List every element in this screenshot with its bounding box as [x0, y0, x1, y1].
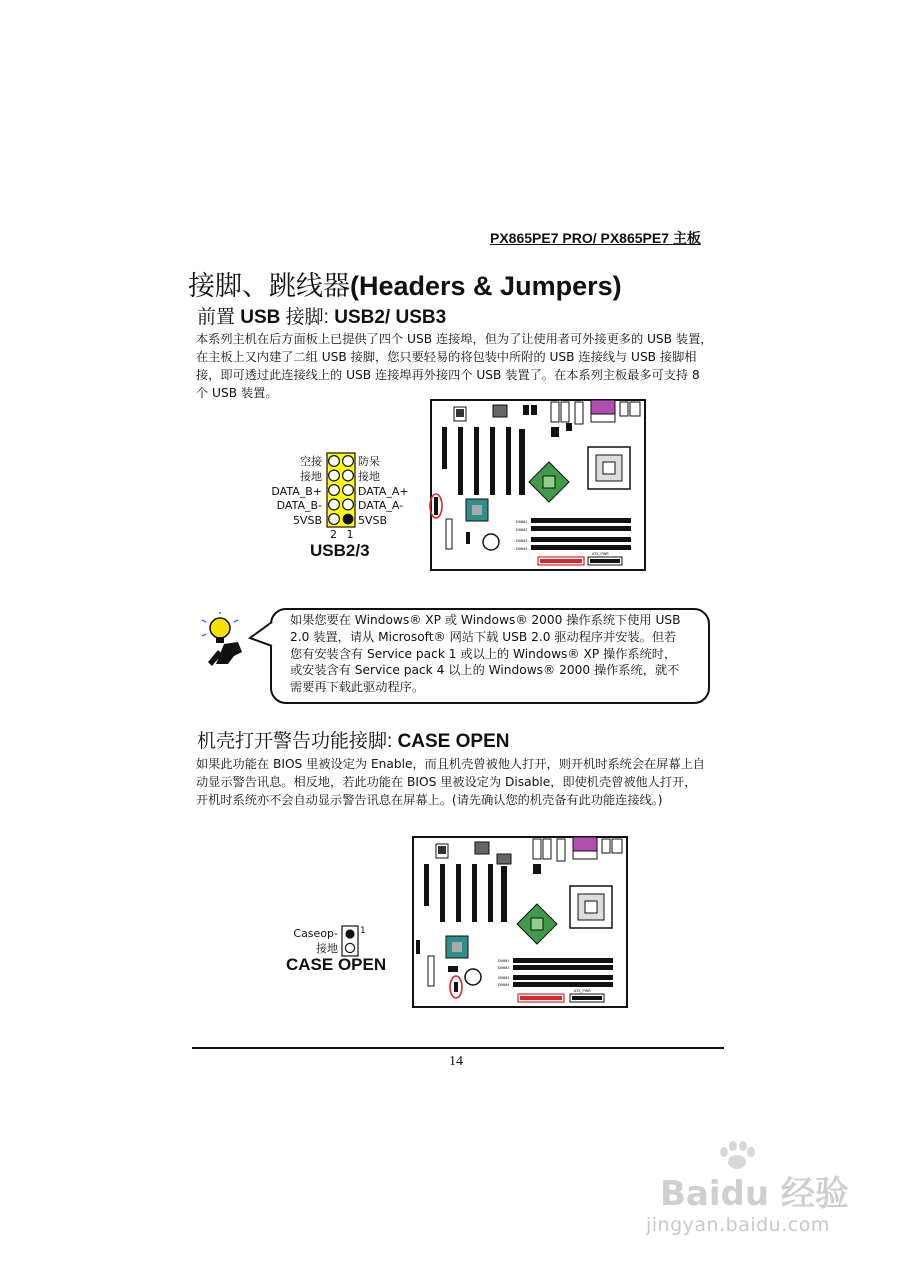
case-open-heading-cn: 机壳打开警告功能接脚: — [197, 731, 398, 752]
case-open-paragraph-line: 动显示警告讯息。相反地，若此功能在 BIOS 里被设定为 Disable，即使机壳曾被他人打开， — [196, 775, 697, 789]
case-open-heading-en: CASE OPEN — [397, 731, 510, 752]
usb-paragraph — [196, 330, 740, 402]
pin-label: 5VSB — [292, 514, 322, 528]
motherboard-diagram-usb — [428, 397, 650, 573]
usb-paragraph-line: 在主板上又内建了二组 USB 接脚，您只要轻易的将包装中所附的 USB 连接线与 USB 接脚相 — [196, 350, 697, 364]
atx-power-label: ATX_PWR — [592, 552, 609, 556]
pin-label: 5VSB — [358, 514, 388, 528]
note-box-pointer — [248, 620, 274, 650]
note-line: 2.0 装置，请从 Microsoft® 网站下载 USB 2.0 驱动程序并安装。但若 — [290, 629, 677, 644]
dimm-label: DIMM1 — [498, 959, 510, 963]
usb-heading-cn2: 接脚: — [280, 307, 335, 328]
pin-label: 接地 — [316, 942, 338, 955]
section-title — [188, 264, 622, 303]
dimm-label: DIMM3 — [516, 539, 528, 543]
pin-label: Caseop- — [293, 927, 338, 940]
case-open-pin-labels — [286, 926, 338, 956]
document-title: PX865PE7 PRO/ PX865PE7 主板 — [490, 230, 701, 246]
usb-header-label: USB2/3 — [310, 541, 370, 560]
usb-pin-header — [326, 452, 356, 528]
case-open-paragraph — [196, 755, 740, 809]
pin-label: 接地 — [358, 469, 380, 483]
note-line: 如果您要在 Windows® XP 或 Windows® 2000 操作系统下使用 USB — [290, 613, 681, 627]
watermark-logo: Baidu 经验 — [660, 1174, 849, 1214]
page-number: 14 — [449, 1054, 463, 1069]
pin-label: DATA_B+ — [271, 484, 322, 498]
dimm-label: DIMM4 — [498, 983, 510, 987]
usb-heading-ports: USB2/ USB3 — [334, 307, 447, 328]
case-open-label: CASE OPEN — [286, 955, 387, 974]
pin-label: 接地 — [300, 469, 322, 483]
usb-paragraph-line: 接，即可透过此连接线上的 USB 连接埠再外接四个 USB 装置了。在本系列主板最多可支持 8 — [196, 368, 700, 382]
note-line: 或安装含有 Service pack 4 以上的 Windows® 2000 操作系统，就不 — [290, 663, 680, 678]
note-line: 需要再下载此驱动程序。 — [290, 680, 425, 695]
footer-rule — [192, 1047, 724, 1049]
case-open-paragraph-line: 开机时系统亦不会自动显示警告讯息在屏幕上。(请先确认您的机壳备有此功能连接线。) — [196, 793, 663, 807]
usb-heading — [197, 302, 446, 329]
usb-paragraph-line: 个 USB 装置。 — [196, 386, 278, 400]
dimm-label: DIMM2 — [516, 528, 528, 532]
usb-pin-numbers: 2 1 — [330, 528, 357, 541]
section-title-en: (Headers & Jumpers) — [350, 271, 622, 301]
dimm-label: DIMM2 — [498, 966, 510, 970]
usb-pin-labels-right — [358, 455, 409, 529]
note-icon — [198, 612, 254, 668]
case-open-pin-header — [341, 925, 359, 957]
pin-label: DATA_A- — [358, 499, 404, 513]
dimm-label: DIMM3 — [498, 976, 510, 980]
watermark-url: jingyan.baidu.com — [646, 1214, 830, 1236]
motherboard-diagram-case-open — [410, 834, 632, 1010]
pin-label: DATA_B- — [276, 499, 322, 513]
usb-pin-labels-left — [262, 455, 322, 529]
note-text — [290, 612, 694, 696]
atx-power-label: ATX_PWR — [574, 989, 591, 993]
case-open-heading — [197, 726, 509, 753]
usb-heading-cn: 前置 — [197, 307, 241, 328]
case-open-pin-number: 1 — [360, 926, 366, 936]
pin-label: DATA_A+ — [358, 484, 409, 498]
pin-label: 防呆 — [358, 455, 380, 468]
case-open-paragraph-line: 如果此功能在 BIOS 里被设定为 Enable，而且机壳曾被他人打开，则开机时系统会在屏幕上自 — [196, 757, 705, 771]
dimm-label: DIMM4 — [516, 547, 528, 551]
note-line: 您有安装含有 Service pack 1 或以上的 Windows® XP 操作系统时， — [290, 646, 677, 661]
section-title-cn: 接脚、跳线器 — [188, 271, 350, 302]
usb-paragraph-line: 本系列主机在后方面板上已提供了四个 USB 连接埠，但为了让使用者可外接更多的 USB 装置， — [196, 332, 713, 346]
usb-heading-usb: USB — [240, 307, 281, 328]
dimm-label: DIMM1 — [516, 520, 528, 524]
pin-label: 空接 — [300, 455, 322, 468]
